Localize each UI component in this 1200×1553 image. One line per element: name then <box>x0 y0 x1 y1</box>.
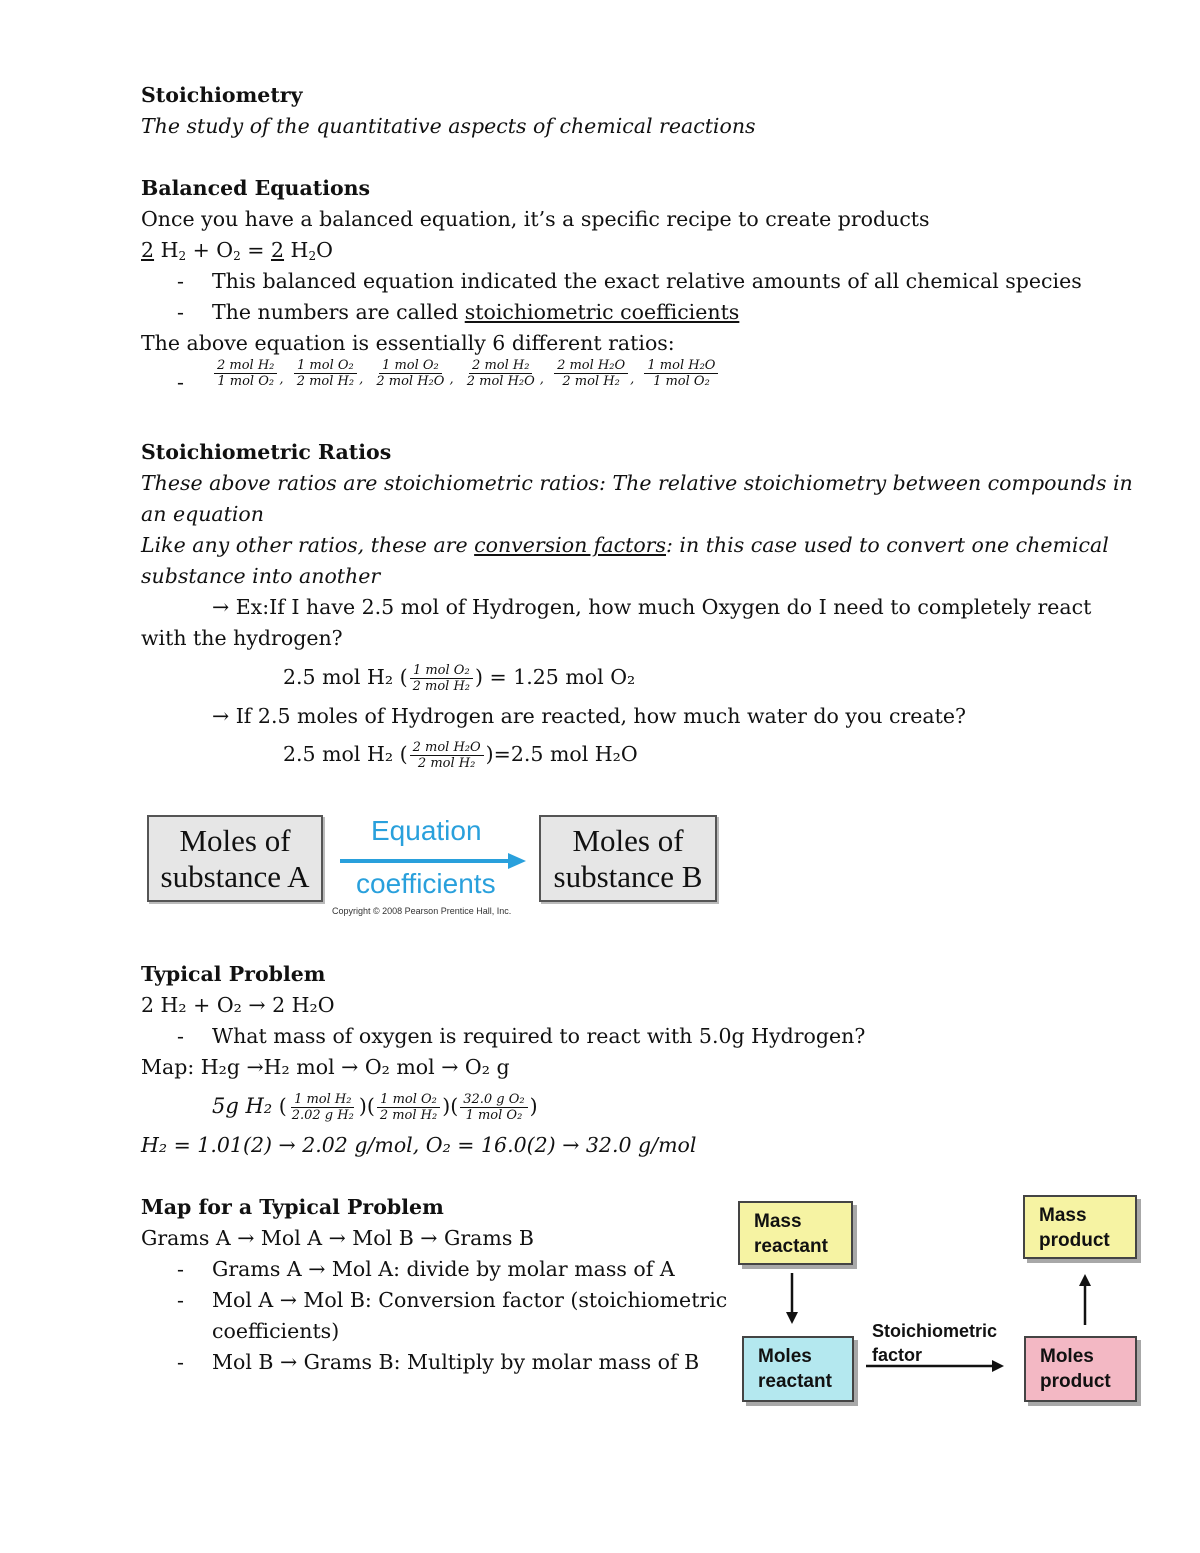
page-subtitle: The study of the quantitative aspects of chemical reactions <box>141 114 756 138</box>
problem-calc: 5g H₂ ( 1 mol H₂ 2.02 g H₂ )( 1 mol O₂ 2 mol H₂ )( 32.0 g O₂ 1 mol O₂ ) <box>212 1092 538 1123</box>
moles-reactant-box: Moles reactant <box>742 1336 854 1402</box>
bullet-text: What mass of oxygen is required to react with 5.0g Hydrogen? <box>212 1024 866 1048</box>
bullet-text: Grams A → Mol A: divide by molar mass of A <box>212 1257 675 1281</box>
ratio: 1 mol H₂O 1 mol O₂ <box>644 358 718 389</box>
coefficients-label: coefficients <box>356 868 496 899</box>
moles-product-box: Moles product <box>1024 1336 1137 1402</box>
bullet-text: coefficients) <box>212 1319 340 1343</box>
ratio: 2 mol H₂O 2 mol H₂ <box>554 358 628 389</box>
up-arrow-icon <box>1079 1274 1091 1325</box>
bullet-text: The numbers are called stoichiometric coefficients <box>212 300 740 324</box>
moles-b-box: Moles of substance B <box>539 815 717 902</box>
ratio: 2 mol H₂ 2 mol H₂O <box>466 358 535 389</box>
ratios-text: an equation <box>141 502 264 526</box>
ratios-intro: The above equation is essentially 6 different ratios: <box>141 331 675 355</box>
page-title: Stoichiometry <box>141 83 303 107</box>
factor-label: Stoichiometric factor <box>872 1321 998 1365</box>
ratio: 1 mol O₂ 2 mol H₂ <box>294 358 357 389</box>
calc-1: 2.5 mol H₂ ( 1 mol O₂ 2 mol H₂ ) = 1.25 mol O₂ <box>283 663 636 694</box>
bullet-text: Mol B → Grams B: Multiply by molar mass of B <box>212 1350 700 1374</box>
bullet: - <box>177 1288 184 1312</box>
mass-reactant-box: Mass reactant <box>738 1201 853 1265</box>
bullet: - <box>177 370 184 394</box>
bullet-text: This balanced equation indicated the exact relative amounts of all chemical species <box>212 269 1082 293</box>
problem-equation: 2 H₂ + O₂ → 2 H₂O <box>141 993 335 1017</box>
example-2: → If 2.5 moles of Hydrogen are reacted, how much water do you create? <box>212 704 967 728</box>
problem-map: Map: H₂g →H₂ mol → O₂ mol → O₂ g <box>141 1055 510 1079</box>
down-arrow-icon <box>786 1273 798 1324</box>
bullet: - <box>177 1257 184 1281</box>
heading-balanced-equations: Balanced Equations <box>141 176 371 200</box>
heading-stoichiometric-ratios: Stoichiometric Ratios <box>141 440 392 464</box>
bullet-text: Mol A → Mol B: Conversion factor (stoichiometric <box>212 1288 728 1312</box>
conversion-text: Like any other ratios, these are conversion factors: in this case used to convert one chemical <box>141 533 1109 557</box>
map-line: Grams A → Mol A → Mol B → Grams B <box>141 1226 534 1250</box>
example-1: → Ex:If I have 2.5 mol of Hydrogen, how much Oxygen do I need to completely react <box>212 595 1092 619</box>
moles-a-box: Moles of substance A <box>147 815 323 902</box>
ratio-list: 2 mol H₂ 1 mol O₂ , 1 mol O₂ 2 mol H₂ , 1 mol O₂ 2 mol H₂O , 2 mol H₂ 2 mol H₂O , 2 mol H₂O 2 mol H₂ , 1 mol H₂O 1 mol O₂ <box>212 358 720 389</box>
ratios-text: These above ratios are stoichiometric ratios: The relative stoichiometry between compounds in <box>141 471 1133 495</box>
copyright-text: Copyright © 2008 Pearson Prentice Hall, Inc. <box>332 906 512 916</box>
balanced-equation: 2 $H_2 + O_2 = 2$ $H_2O$ <box>141 238 333 263</box>
balanced-intro: Once you have a balanced equation, it’s a specific recipe to create products <box>141 207 930 231</box>
ratio: 2 mol H₂ 1 mol O₂ <box>214 358 277 389</box>
heading-typical-problem: Typical Problem <box>141 962 326 986</box>
conversion-text: substance into another <box>141 564 381 588</box>
ratio: 1 mol O₂ 2 mol H₂O <box>376 358 445 389</box>
bullet: - <box>177 269 184 293</box>
example-1-cont: with the hydrogen? <box>141 626 343 650</box>
heading-map: Map for a Typical Problem <box>141 1195 444 1219</box>
calc-2: 2.5 mol H₂ ( 2 mol H₂O 2 mol H₂ )=2.5 mol H₂O <box>283 740 638 771</box>
equation-label: Equation <box>371 815 482 846</box>
bullet: - <box>177 1024 184 1048</box>
bullet: - <box>177 1350 184 1374</box>
molar-masses: H₂ = 1.01(2) → 2.02 g/mol, O₂ = 16.0(2) → 32.0 g/mol <box>141 1133 697 1157</box>
bullet: - <box>177 300 184 324</box>
mass-product-box: Mass product <box>1023 1195 1137 1259</box>
